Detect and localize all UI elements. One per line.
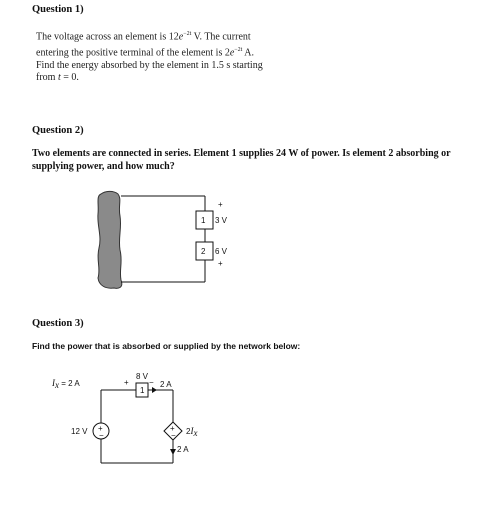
q3-source-plus: + xyxy=(98,424,103,433)
q3-body: Find the power that is absorbed or supplied by the network below: xyxy=(32,341,301,351)
q3-ix-label: Ix = 2 A xyxy=(52,378,80,390)
q3-heading: Question 3) xyxy=(32,318,84,329)
q2-element-2-label: 2 xyxy=(201,247,206,256)
q3-plus-top: + xyxy=(124,378,129,387)
q2-black-box xyxy=(98,191,122,288)
q3-voltage-top: 8 V xyxy=(136,372,149,381)
q3-dep-value: 2Ix xyxy=(186,426,198,438)
q3-current-top: 2 A xyxy=(160,380,172,389)
q1-line-2: entering the positive terminal of the element is $2e^{-2t}$ A. xyxy=(36,46,255,59)
q1-line-4: from t = 0. xyxy=(36,72,79,84)
q3-dep-plus: + xyxy=(170,424,175,433)
q3-current-arrow-bottom xyxy=(170,449,176,455)
q2-element-1-plus: + xyxy=(218,200,223,209)
q2-element-2-plus: + xyxy=(218,259,223,268)
q3-source-minus: − xyxy=(99,431,104,440)
q1-line-3: Find the energy absorbed by the element in 1.5 s starting xyxy=(36,59,263,71)
q3-element-1-label: 1 xyxy=(140,386,145,395)
q2-element-1-label: 1 xyxy=(201,216,206,225)
q3-dep-minus: − xyxy=(171,431,176,440)
q3-circuit xyxy=(51,372,197,463)
q3-current-bottom: 2 A xyxy=(177,445,189,454)
q3-current-arrow-top xyxy=(152,387,157,393)
q3-source-voltage: 12 V xyxy=(71,427,88,436)
q2-heading: Question 2) xyxy=(32,125,84,136)
q3-minus-top: − xyxy=(149,378,154,387)
q2-element-1-voltage: 3 V xyxy=(215,216,228,225)
q2-element-2-voltage: 6 V xyxy=(215,247,228,256)
q1-heading: Question 1) xyxy=(32,4,84,15)
q1-line-1: The voltage across an element is $12e^{-2t}$ V. The current xyxy=(36,31,251,43)
q2-circuit xyxy=(98,191,228,288)
q2-body: Two elements are connected in series. Element 1 supplies 24 W of power. Is element 2 absorbing or supplying power, and how much? xyxy=(32,148,451,172)
